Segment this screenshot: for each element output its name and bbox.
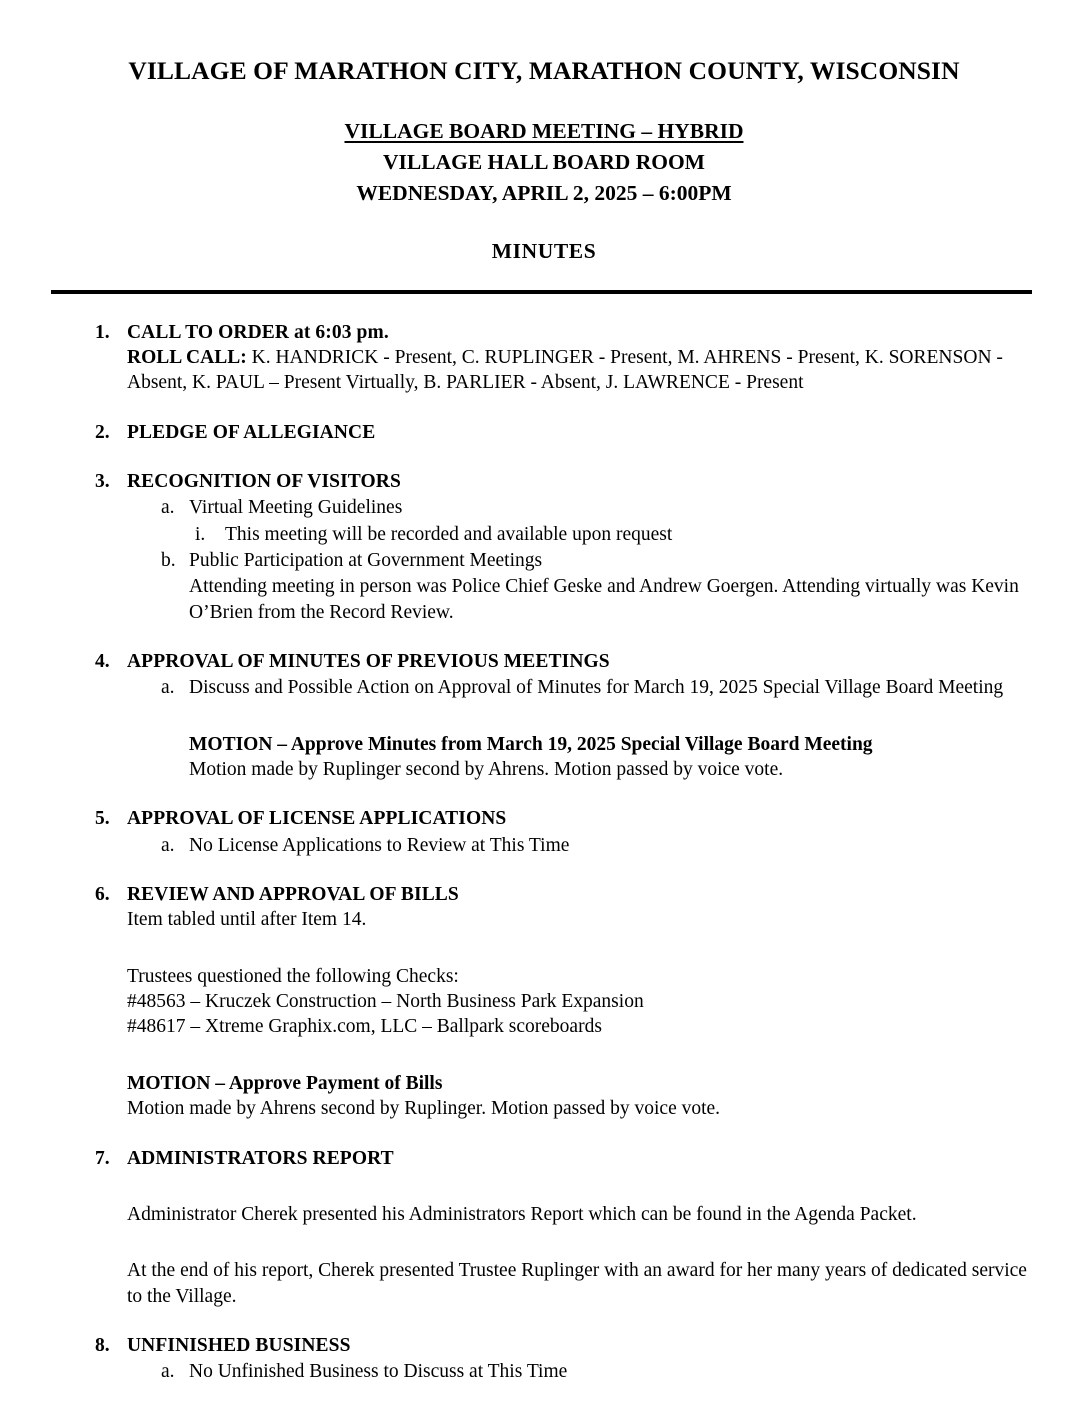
agenda-item-3-number: 3. (95, 470, 110, 492)
agenda-item-5-heading: APPROVAL OF LICENSE APPLICATIONS (127, 808, 507, 830)
minutes-body (0, 320, 1088, 1385)
document-kind-label: MINUTES (491, 238, 597, 263)
agenda-item-3a-i-text: This meeting will be recorded and available upon request (225, 523, 673, 545)
header-divider (51, 290, 1032, 294)
agenda-item-4-heading-row (127, 649, 1088, 674)
agenda-item-4-number: 4. (95, 651, 110, 673)
agenda-item-5 (0, 806, 1088, 858)
meeting-type-line: VILLAGE BOARD MEETING – HYBRID (344, 119, 744, 144)
agenda-item-1-heading-row (127, 320, 1088, 345)
agenda-item-6-motion-title: MOTION – Approve Payment of Bills (127, 1072, 443, 1094)
agenda-item-5-heading-row (127, 806, 1088, 831)
agenda-item-6-heading-row (127, 882, 1088, 907)
agenda-item-3b (127, 548, 1088, 573)
spacer (127, 701, 1088, 732)
agenda-item-1 (0, 320, 1088, 396)
agenda-item-3a-i (127, 522, 1088, 547)
agenda-item-7-paragraph-1: Administrator Cherek presented his Administrators Report which can be found in the Agenda Packet. (127, 1203, 917, 1225)
agenda-item-7 (0, 1146, 1088, 1309)
agenda-item-6-motion-body: Motion made by Ahrens second by Ruplinger. Motion passed by voice vote. (127, 1098, 721, 1120)
agenda-item-7-paragraph-2: At the end of his report, Cherek presented Trustee Ruplinger with an award for her many years of dedicated service to the Village. (127, 1260, 1027, 1307)
agenda-item-3-heading: RECOGNITION OF VISITORS (127, 470, 401, 492)
checks-intro: Trustees questioned the following Checks: (127, 965, 459, 987)
spacer (127, 1040, 1088, 1071)
agenda-item-3a-text: Virtual Meeting Guidelines (189, 497, 403, 519)
agenda-item-6-heading: REVIEW AND APPROVAL OF BILLS (127, 884, 459, 906)
meeting-location-line: VILLAGE HALL BOARD ROOM (383, 150, 705, 175)
agenda-item-3b-marker: b. (161, 550, 176, 571)
agenda-item-8 (0, 1333, 1088, 1385)
meeting-datetime-line: WEDNESDAY, APRIL 2, 2025 – 6:00PM (356, 181, 732, 206)
agenda-item-3a-marker: a. (161, 497, 175, 519)
check-line-1: #48563 – Kruczek Construction – North Business Park Expansion (127, 991, 644, 1013)
meeting-subtitle-block (0, 116, 1088, 210)
agenda-item-3b-text: Public Participation at Government Meetings (189, 550, 543, 571)
agenda-item-6-tabled-note: Item tabled until after Item 14. (127, 909, 367, 931)
check-line-2: #48617 – Xtreme Graphix.com, LLC – Ballpark scoreboards (127, 1016, 602, 1038)
roll-call-label: ROLL CALL: (127, 346, 247, 368)
agenda-item-6 (0, 882, 1088, 1121)
agenda-item-1-heading: CALL TO ORDER at 6:03 pm. (127, 321, 389, 343)
agenda-item-7-heading-row (127, 1146, 1088, 1171)
agenda-item-4a-marker: a. (161, 677, 175, 699)
agenda-item-8a-marker: a. (161, 1361, 175, 1383)
agenda-item-4-motion-body: Motion made by Ruplinger second by Ahrens. Motion passed by voice vote. (189, 759, 784, 781)
spacer (127, 933, 1088, 964)
agenda-item-4-motion-title: MOTION – Approve Minutes from March 19, 2025 Special Village Board Meeting (189, 733, 873, 755)
agenda-item-8-heading: UNFINISHED BUSINESS (127, 1334, 351, 1356)
agenda-item-4 (0, 649, 1088, 782)
agenda-item-2-heading-row (127, 420, 1088, 445)
agenda-item-5a-marker: a. (161, 834, 175, 856)
agenda-item-3a (127, 495, 1088, 520)
agenda-item-8a (127, 1359, 1088, 1384)
agenda-item-3-heading-row (127, 469, 1088, 494)
agenda-item-3 (0, 469, 1088, 625)
agenda-item-1-number: 1. (95, 321, 110, 343)
agenda-item-8-number: 8. (95, 1334, 110, 1356)
agenda-item-4a (127, 675, 1088, 700)
agenda-item-4-heading: APPROVAL OF MINUTES OF PREVIOUS MEETINGS (127, 651, 610, 673)
roll-call-row (127, 345, 1088, 396)
agenda-item-5a-text: No License Applications to Review at This Time (189, 834, 570, 856)
agenda-item-7-number: 7. (95, 1147, 110, 1169)
agenda-item-4-motion (127, 732, 1088, 783)
agenda-item-7-heading: ADMINISTRATORS REPORT (127, 1147, 394, 1169)
page-title: VILLAGE OF MARATHON CITY, MARATHON COUNTY, WISCONSIN (128, 56, 960, 85)
document-header (0, 0, 1088, 264)
agenda-item-6-number: 6. (95, 884, 110, 906)
spacer (127, 1227, 1088, 1258)
roll-call-text: K. HANDRICK - Present, C. RUPLINGER - Present, M. AHRENS - Present, K. SORENSON - Absent, K. PAUL – Present Virtually, B. PARLIER - Absent, J. LAWRENCE - Present (127, 346, 1003, 394)
spacer (127, 1171, 1088, 1202)
agenda-item-2-number: 2. (95, 421, 110, 443)
agenda-item-5a (127, 833, 1088, 858)
agenda-item-4a-text: Discuss and Possible Action on Approval of Minutes for March 19, 2025 Special Village Board Meeting (189, 677, 1004, 699)
agenda-item-3a-i-marker: i. (195, 523, 206, 545)
agenda-item-3b-body: Attending meeting in person was Police Chief Geske and Andrew Goergen. Attending virtually was Kevin O’Brien from the Record Review. (189, 576, 1019, 623)
agenda-item-2 (0, 420, 1088, 445)
agenda-item-8-heading-row (127, 1333, 1088, 1358)
agenda-item-5-number: 5. (95, 808, 110, 830)
agenda-item-2-heading: PLEDGE OF ALLEGIANCE (127, 421, 376, 443)
agenda-item-8a-text: No Unfinished Business to Discuss at This Time (189, 1361, 568, 1383)
